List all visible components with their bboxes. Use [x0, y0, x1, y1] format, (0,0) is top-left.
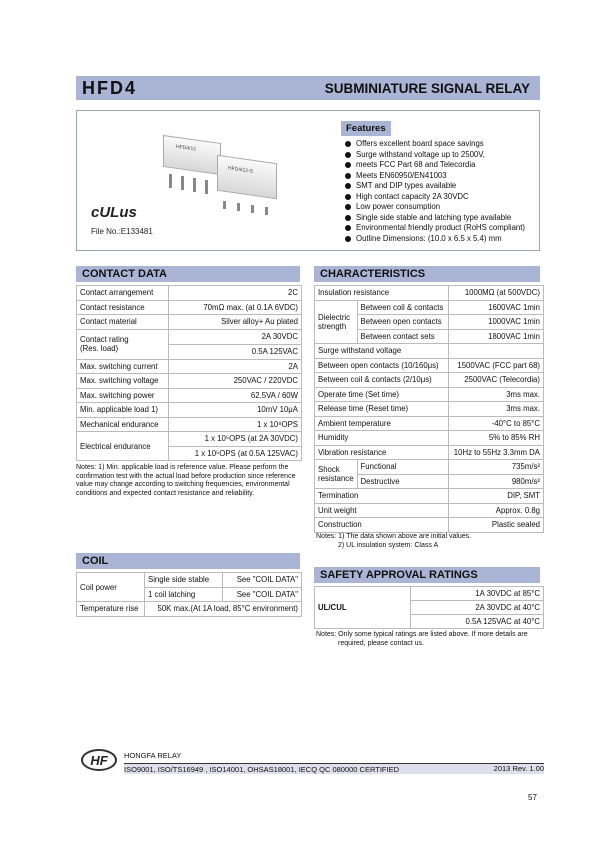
table-row	[77, 374, 302, 389]
table-row	[77, 300, 302, 315]
table-row	[315, 503, 544, 518]
cell-label: Vibration resistance	[315, 445, 449, 460]
cell-label: Max. switching current	[77, 359, 169, 374]
table-row	[315, 402, 544, 417]
cell-value: 0.5A 125VAC at 40°C	[411, 615, 544, 629]
contact-notes: Notes: 1) Min. applicable load is reference value. Please perform the confirmation test with the actual load before production since reference value may change according to switching frequencies, environmental conditions and expected contact resistance and reliability.	[76, 464, 296, 497]
cell-value: 1A 30VDC at 85°C	[411, 587, 544, 601]
safety-note-2: required, please contact us.	[338, 639, 424, 647]
feature-item: Surge withstand voltage up to 2500V,	[345, 150, 525, 161]
cell-sublabel: Destructive	[357, 474, 448, 489]
table-row	[77, 329, 302, 344]
table-row	[315, 489, 544, 504]
cell-value: 5% to 85% RH	[449, 431, 544, 446]
features-heading: Features	[341, 121, 391, 136]
feature-item: High contact capacity 2A 30VDC	[345, 192, 525, 203]
cell-label: Release time (Reset time)	[315, 402, 449, 417]
feature-item-cont: meets FCC Part 68 and Telecordia	[345, 160, 525, 171]
table-row	[77, 573, 302, 588]
safety-notes	[316, 631, 542, 648]
characteristics-table	[314, 285, 544, 533]
cell-value: 1 x 10⁵OPS (at 2A 30VDC)	[169, 432, 302, 447]
cell-label: Between open contacts (10/160μs)	[315, 358, 449, 373]
cell-value: 62.5VA / 60W	[169, 388, 302, 403]
cell-label: Max. switching power	[77, 388, 169, 403]
cell-sublabel: Between contact sets	[357, 329, 448, 344]
table-row	[315, 344, 544, 359]
table-row	[315, 445, 544, 460]
cell-value: 1500VAC (FCC part 68)	[449, 358, 544, 373]
table-row	[77, 286, 302, 301]
cell-label: Humidity	[315, 431, 449, 446]
coil-table	[76, 572, 302, 617]
table-row	[77, 359, 302, 374]
char-note-2: 2) UL insulation system: Class A	[338, 541, 439, 549]
cell-value: 1 x 10⁸OPS	[169, 417, 302, 432]
table-row	[315, 518, 544, 533]
characteristics-heading: CHARACTERISTICS	[314, 266, 540, 282]
certifications: ISO9001, ISO/TS16949 , ISO14001, OHSAS18001, IECQ QC 080000 CERTIFIED	[124, 763, 544, 774]
page-number: 57	[528, 793, 537, 802]
cell-value: 10mV 10μA	[169, 403, 302, 418]
table-row	[315, 373, 544, 388]
cell-value: 3ms max.	[449, 402, 544, 417]
cell-sublabel: Between coil & contacts	[357, 300, 448, 315]
cell-value: See "COIL DATA"	[223, 573, 302, 588]
product-box	[76, 110, 540, 251]
cell-sublabel: Functional	[357, 460, 448, 475]
table-row	[315, 587, 544, 601]
contact-rating-label: Contact rating	[80, 335, 129, 344]
coil-heading: COIL	[76, 553, 300, 569]
table-row	[77, 602, 302, 617]
cell-label: Contact material	[77, 315, 169, 330]
cell-sublabel: Between open contacts	[357, 315, 448, 330]
cell-value: See "COIL DATA"	[223, 587, 302, 602]
cell-label: UL/CUL	[315, 587, 411, 629]
cell-label: Insulation resistance	[315, 286, 449, 301]
cell-label: Contact arrangement	[77, 286, 169, 301]
model-name: HFD4	[82, 77, 138, 98]
relay2-label: HFD4/12-S	[228, 165, 254, 175]
cell-value: 250VAC / 220VDC	[169, 374, 302, 389]
cell-label: Temperature rise	[77, 602, 145, 617]
cell-label: Construction	[315, 518, 449, 533]
pin	[265, 207, 268, 215]
relay-image-dip	[163, 135, 221, 175]
features-list	[345, 139, 525, 244]
cell-label: Contact resistance	[77, 300, 169, 315]
contact-rating-sublabel: (Res. load)	[80, 344, 119, 353]
cell-type: Single side stable	[145, 573, 223, 588]
table-row	[315, 286, 544, 301]
contact-data-heading: CONTACT DATA	[76, 266, 300, 282]
safety-note-1: Notes: Only some typical ratings are listed above. If more details are	[316, 631, 528, 638]
cell-value: 10Hz to 55Hz 3.3mm DA	[449, 445, 544, 460]
cell-value: Plastic sealed	[449, 518, 544, 533]
pin	[223, 201, 226, 209]
cell-value: 2A 30VDC	[169, 329, 302, 344]
hongfa-logo-icon	[80, 749, 118, 771]
table-row	[77, 403, 302, 418]
file-number: File No.:E133481	[91, 227, 153, 236]
pin	[237, 203, 240, 211]
relay-image-smt	[217, 155, 277, 199]
cell-label: Unit weight	[315, 503, 449, 518]
svg-text:HF: HF	[90, 753, 108, 768]
cell-value: 2C	[169, 286, 302, 301]
cell-value: 735m/s²	[449, 460, 544, 475]
char-note-1: Notes: 1) The data shown above are initial values.	[316, 533, 472, 540]
cell-label: Operate time (Set time)	[315, 387, 449, 402]
cell-value: 2A 30VDC at 40°C	[411, 601, 544, 615]
table-row	[315, 416, 544, 431]
safety-heading: SAFETY APPROVAL RATINGS	[314, 567, 540, 583]
cell-type: 1 coil latching	[145, 587, 223, 602]
relay1-label: HFD4/12	[176, 143, 197, 153]
cell-label: Electrical endurance	[77, 432, 169, 461]
title-bar	[76, 76, 540, 100]
pin	[169, 174, 172, 188]
cell-value: 0.5A 125VAC	[169, 344, 302, 359]
characteristics-notes	[316, 533, 542, 550]
table-row	[315, 358, 544, 373]
cell-label: Coil power	[77, 573, 145, 602]
cell-label: Between coil & contacts (2/10μs)	[315, 373, 449, 388]
cell-value: 1 x 10⁵OPS (at 0.5A 125VAC)	[169, 446, 302, 461]
cell-value: -40°C to 85°C	[449, 416, 544, 431]
feature-item: SMT and DIP types available	[345, 181, 525, 192]
feature-item: Meets EN60950/EN41003	[345, 171, 525, 182]
cell-label: Ambient temperature	[315, 416, 449, 431]
cell-label	[77, 329, 169, 359]
cell-value: 1000MΩ (at 500VDC)	[449, 286, 544, 301]
cell-value: DIP, SMT	[449, 489, 544, 504]
cell-value: 3ms max.	[449, 387, 544, 402]
feature-item: Low power consumption	[345, 202, 525, 213]
pin	[181, 176, 184, 190]
company-name: HONGFA RELAY	[124, 751, 182, 760]
doc-title: SUBMINIATURE SIGNAL RELAY	[324, 80, 530, 96]
pin	[193, 178, 196, 192]
table-row	[315, 460, 544, 475]
feature-item: Outline Dimensions: (10.0 x 6.5 x 5.4) mm	[345, 234, 525, 245]
table-row	[77, 388, 302, 403]
pin	[251, 205, 254, 213]
cell-value: 2A	[169, 359, 302, 374]
safety-table	[314, 586, 544, 629]
feature-item: Offers excellent board space savings	[345, 139, 525, 150]
cell-label: Surge withstand voltage	[315, 344, 449, 359]
cell-value: Approx. 0.8g	[449, 503, 544, 518]
cell-value: 2500VAC (Telecordia)	[449, 373, 544, 388]
table-row	[77, 417, 302, 432]
cell-label: Shock resistance	[315, 460, 358, 489]
contact-data-table	[76, 285, 302, 461]
cell-empty	[449, 344, 544, 359]
pin	[205, 180, 208, 194]
feature-item: Single side stable and latching type available	[345, 213, 525, 224]
cell-label: Mechanical endurance	[77, 417, 169, 432]
cell-value: Silver alloy+ Au plated	[169, 315, 302, 330]
cell-label: Dielectric strength	[315, 300, 358, 344]
cell-label: Min. applicable load 1)	[77, 403, 169, 418]
table-row	[77, 432, 302, 447]
cell-value: 1600VAC 1min	[449, 300, 544, 315]
cell-label: Max. switching voltage	[77, 374, 169, 389]
cell-value: 980m/s²	[449, 474, 544, 489]
table-row	[77, 315, 302, 330]
table-row	[315, 387, 544, 402]
table-row	[315, 431, 544, 446]
cell-value: 70mΩ max. (at 0.1A 6VDC)	[169, 300, 302, 315]
cell-value: 50K max.(At 1A load, 85°C environment)	[145, 602, 302, 617]
table-row	[315, 300, 544, 315]
cell-value: 1000VAC 1min	[449, 315, 544, 330]
cell-label: Termination	[315, 489, 449, 504]
cell-value: 1800VAC 1min	[449, 329, 544, 344]
revision: 2013 Rev. 1.00	[493, 764, 544, 773]
ul-certification-logo: cULus	[91, 204, 137, 221]
feature-item: Environmental friendly product (RoHS compliant)	[345, 223, 525, 234]
